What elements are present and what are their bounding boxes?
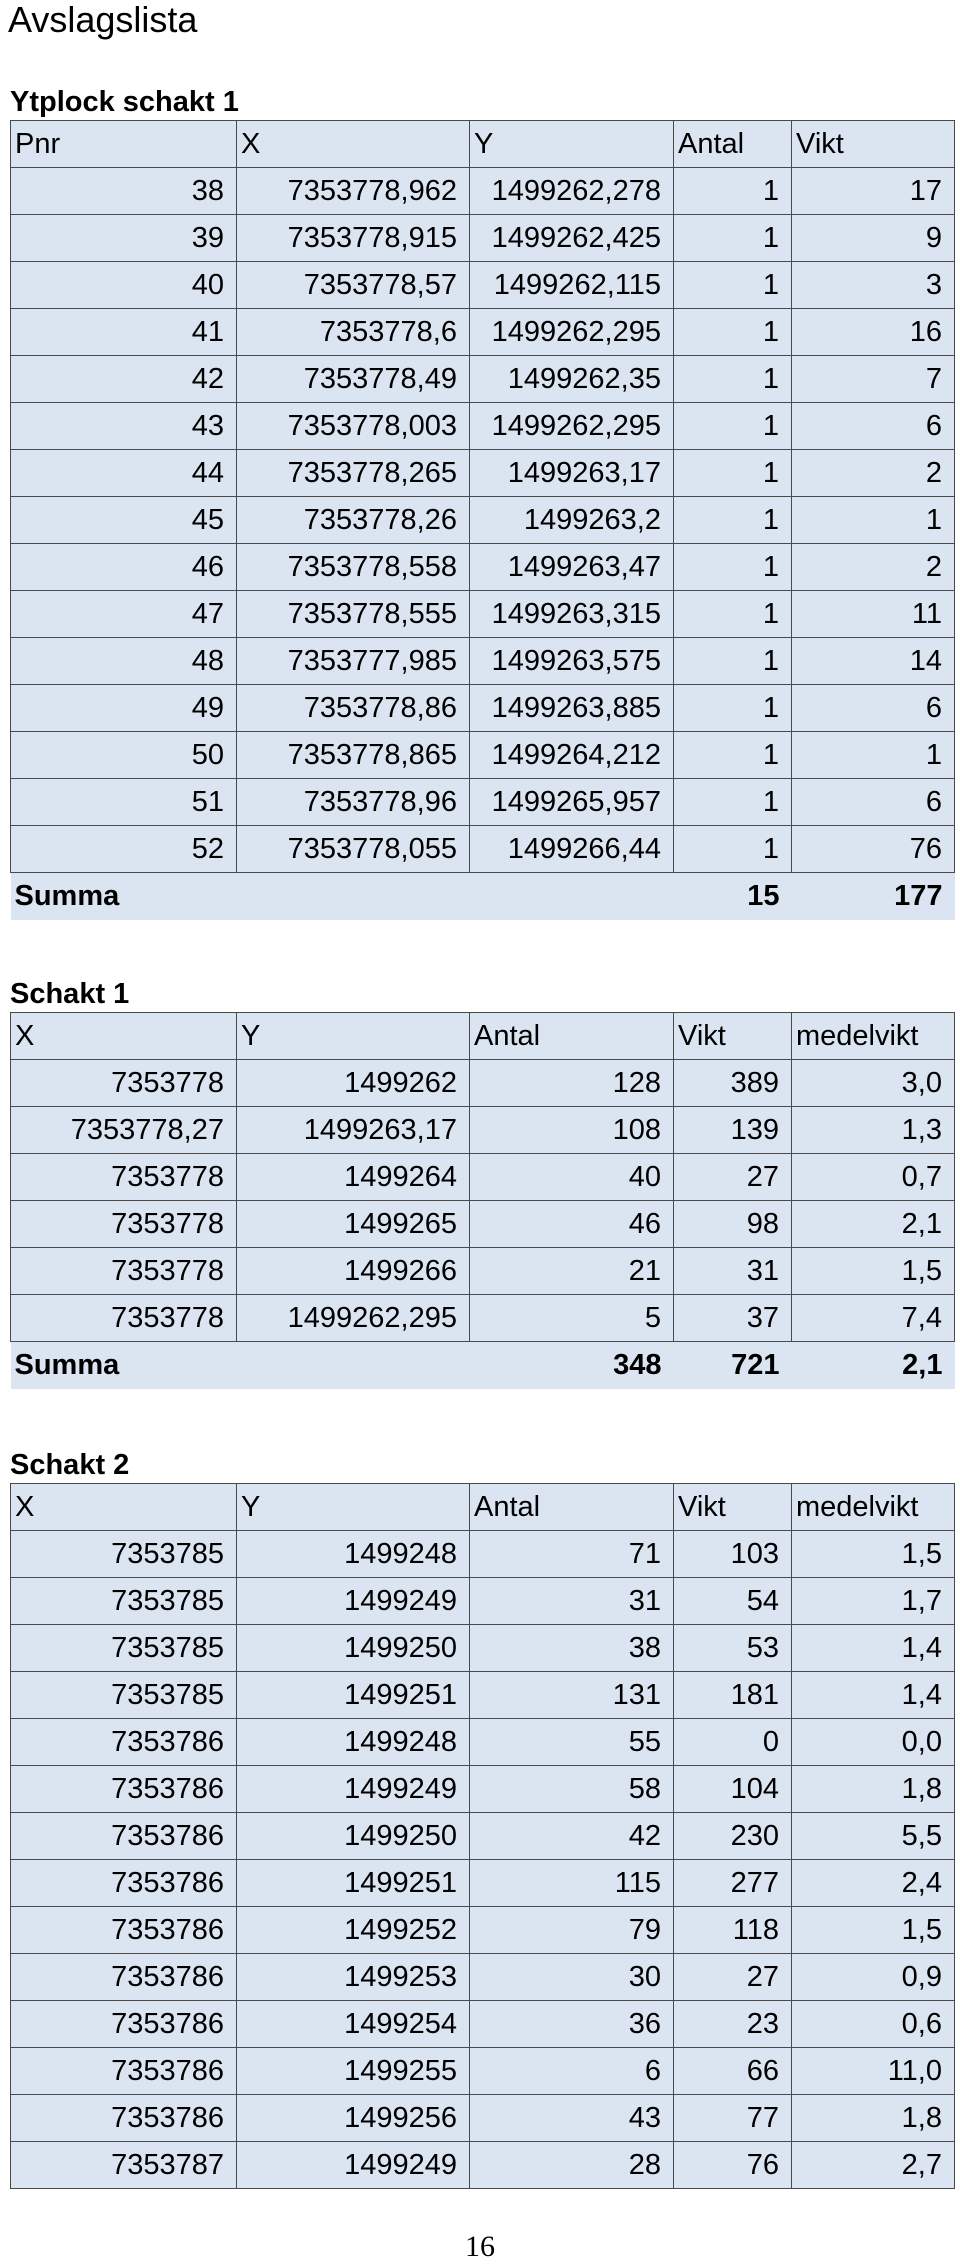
table-cell: 7353785 [11,1531,237,1578]
column-header: Vikt [674,1484,792,1531]
table-cell: 1 [674,685,792,732]
table-cell: 0,0 [792,1719,955,1766]
table-cell: 38 [11,168,237,215]
data-table [10,1012,955,1389]
table-cell: 1499262 [237,1060,470,1107]
table-cell: 389 [674,1060,792,1107]
table-cell: 2 [792,544,955,591]
table-row [11,497,955,544]
table-cell: 1,4 [792,1672,955,1719]
table-cell: 1499263,17 [470,450,674,497]
table-cell: 7353786 [11,1860,237,1907]
page-number: 16 [465,2230,495,2263]
table-cell: 31 [674,1248,792,1295]
table-cell: 7353778,865 [237,732,470,779]
column-header: medelvikt [792,1484,955,1531]
table-cell: 1499263,885 [470,685,674,732]
column-header: X [237,121,470,168]
table-row [11,1625,955,1672]
table-cell: 7353778,055 [237,826,470,873]
column-header: Y [237,1484,470,1531]
table-cell: 1499262,425 [470,215,674,262]
table-cell: 1 [674,826,792,873]
table-cell: 7353778,003 [237,403,470,450]
table-cell: 7353778,555 [237,591,470,638]
table-cell: 1499251 [237,1672,470,1719]
column-header: Antal [470,1013,674,1060]
page-title: Avslagslista [8,0,198,40]
table-cell: 46 [470,1201,674,1248]
table-cell: 42 [470,1813,674,1860]
table-row [11,1907,955,1954]
table-cell: 7353778,96 [237,779,470,826]
column-header: X [11,1484,237,1531]
table-row [11,2095,955,2142]
table-cell: 17 [792,168,955,215]
table-cell: 1499263,2 [470,497,674,544]
table-cell: 1499264,212 [470,732,674,779]
table-cell: 77 [674,2095,792,2142]
column-header: medelvikt [792,1013,955,1060]
table-cell: 1 [674,591,792,638]
table-cell: 7353778,6 [237,309,470,356]
table-cell: 1 [674,638,792,685]
table-cell: 1499253 [237,1954,470,2001]
table-cell: 28 [470,2142,674,2189]
table-cell: 1 [674,168,792,215]
table-row [11,1578,955,1625]
table-cell: 1499263,17 [237,1107,470,1154]
table-cell: 128 [470,1060,674,1107]
table-cell: 1499250 [237,1813,470,1860]
table-cell: 1,8 [792,2095,955,2142]
table-cell: 1 [792,732,955,779]
summary-cell: 2,1 [792,1342,955,1389]
table-row [11,544,955,591]
table-cell: 40 [470,1154,674,1201]
table-cell: 1 [674,309,792,356]
table-cell: 1499265 [237,1201,470,1248]
table-cell: 1 [674,779,792,826]
table-cell: 1499262,295 [237,1295,470,1342]
section-title: Schakt 1 [10,978,130,1010]
data-table [10,1483,955,2189]
table-row [11,1295,955,1342]
table-cell: 6 [792,685,955,732]
table-row [11,356,955,403]
table-cell: 108 [470,1107,674,1154]
table-cell: 131 [470,1672,674,1719]
table-cell: 1,4 [792,1625,955,1672]
table-cell: 1,5 [792,1248,955,1295]
table-cell: 0,9 [792,1954,955,2001]
table-cell: 49 [11,685,237,732]
table-cell: 27 [674,1154,792,1201]
column-header: Pnr [11,121,237,168]
table-cell: 1499252 [237,1907,470,1954]
table-row [11,2048,955,2095]
table-cell: 7353778,49 [237,356,470,403]
table-row [11,591,955,638]
column-header: Antal [674,121,792,168]
column-header: X [11,1013,237,1060]
table-row [11,1954,955,2001]
table-row [11,1154,955,1201]
summary-row [11,873,955,920]
table-cell: 76 [792,826,955,873]
table-row [11,2001,955,2048]
table-cell: 1499251 [237,1860,470,1907]
table-cell: 139 [674,1107,792,1154]
table-cell: 76 [674,2142,792,2189]
table-cell: 1 [674,450,792,497]
table-cell: 1499264 [237,1154,470,1201]
table-cell: 7353778,915 [237,215,470,262]
table-cell: 27 [674,1954,792,2001]
table-cell: 1499249 [237,1766,470,1813]
table-cell: 1 [674,403,792,450]
table-cell: 7353777,985 [237,638,470,685]
section-title: Ytplock schakt 1 [10,86,239,118]
table-row [11,1248,955,1295]
table-cell: 2,1 [792,1201,955,1248]
table-row [11,1766,955,1813]
table-cell: 39 [11,215,237,262]
table-cell: 54 [674,1578,792,1625]
table-cell: 36 [470,2001,674,2048]
table-cell: 7353786 [11,1813,237,1860]
table-cell: 1499266 [237,1248,470,1295]
table-cell: 103 [674,1531,792,1578]
table-row [11,168,955,215]
table-row [11,638,955,685]
section-title: Schakt 2 [10,1449,130,1481]
column-header: Y [470,121,674,168]
table-row [11,1672,955,1719]
table-cell: 30 [470,1954,674,2001]
table-cell: 46 [11,544,237,591]
table-cell: 58 [470,1766,674,1813]
header-row [11,1484,955,1531]
table-cell: 21 [470,1248,674,1295]
table-cell: 79 [470,1907,674,1954]
table-cell: 1,8 [792,1766,955,1813]
table-cell: 1499249 [237,1578,470,1625]
table-cell: 48 [11,638,237,685]
table-cell: 38 [470,1625,674,1672]
table-cell: 1499248 [237,1531,470,1578]
table-row [11,309,955,356]
table-cell: 7353786 [11,1766,237,1813]
table-cell: 7353786 [11,2048,237,2095]
table-cell: 181 [674,1672,792,1719]
table-cell: 1499250 [237,1625,470,1672]
table-cell: 1499254 [237,2001,470,2048]
table-cell: 43 [470,2095,674,2142]
table-cell: 1499249 [237,2142,470,2189]
summary-cell: 177 [792,873,955,920]
table-row [11,1060,955,1107]
table-cell: 66 [674,2048,792,2095]
table-cell: 7353787 [11,2142,237,2189]
table-cell: 7353778 [11,1295,237,1342]
table-cell: 51 [11,779,237,826]
table-cell: 7 [792,356,955,403]
summary-cell [470,873,674,920]
table-cell: 0,7 [792,1154,955,1201]
table-cell: 7353778 [11,1248,237,1295]
table-cell: 1499262,295 [470,309,674,356]
table-cell: 7353778,86 [237,685,470,732]
header-row [11,121,955,168]
table-row [11,826,955,873]
table-cell: 1,5 [792,1907,955,1954]
summary-label: Summa [11,1342,237,1389]
table-cell: 6 [470,2048,674,2095]
table-cell: 0 [674,1719,792,1766]
table-row [11,1719,955,1766]
column-header: Antal [470,1484,674,1531]
table-cell: 1499263,575 [470,638,674,685]
summary-cell: 721 [674,1342,792,1389]
table-cell: 1499262,35 [470,356,674,403]
table-cell: 98 [674,1201,792,1248]
table-cell: 1499266,44 [470,826,674,873]
table-cell: 1499265,957 [470,779,674,826]
schakt-1-section [10,972,954,1389]
table-cell: 118 [674,1907,792,1954]
table-cell: 7353786 [11,1954,237,2001]
table-cell: 71 [470,1531,674,1578]
table-cell: 7353778,57 [237,262,470,309]
table-cell: 1499248 [237,1719,470,1766]
summary-cell [237,873,470,920]
table-cell: 23 [674,2001,792,2048]
table-row [11,732,955,779]
table-cell: 1 [792,497,955,544]
table-row [11,1813,955,1860]
table-cell: 230 [674,1813,792,1860]
table-cell: 115 [470,1860,674,1907]
table-cell: 2,7 [792,2142,955,2189]
table-cell: 16 [792,309,955,356]
table-row [11,779,955,826]
data-table [10,120,955,920]
schakt-2-section [10,1443,954,2189]
summary-label: Summa [11,873,237,920]
table-cell: 1499262,115 [470,262,674,309]
table-row [11,1107,955,1154]
table-cell: 2,4 [792,1860,955,1907]
table-cell: 1 [674,262,792,309]
table-row [11,403,955,450]
table-cell: 1,3 [792,1107,955,1154]
table-row [11,215,955,262]
table-cell: 1 [674,732,792,779]
table-cell: 7353778,26 [237,497,470,544]
table-cell: 9 [792,215,955,262]
table-cell: 37 [674,1295,792,1342]
table-cell: 41 [11,309,237,356]
table-cell: 5,5 [792,1813,955,1860]
table-cell: 7353786 [11,2001,237,2048]
table-cell: 6 [792,403,955,450]
table-cell: 1 [674,356,792,403]
table-cell: 3,0 [792,1060,955,1107]
table-cell: 7353786 [11,2095,237,2142]
table-cell: 7353785 [11,1672,237,1719]
table-cell: 7353786 [11,1907,237,1954]
table-cell: 1 [674,544,792,591]
table-cell: 55 [470,1719,674,1766]
table-cell: 11,0 [792,2048,955,2095]
table-cell: 31 [470,1578,674,1625]
table-cell: 1 [674,497,792,544]
table-row [11,685,955,732]
table-row [11,2142,955,2189]
table-cell: 44 [11,450,237,497]
table-cell: 14 [792,638,955,685]
table-cell: 7353778 [11,1060,237,1107]
table-cell: 45 [11,497,237,544]
table-cell: 40 [11,262,237,309]
table-cell: 43 [11,403,237,450]
summary-cell: 348 [470,1342,674,1389]
table-cell: 7353778 [11,1154,237,1201]
table-cell: 7353778 [11,1201,237,1248]
table-cell: 1499262,295 [470,403,674,450]
table-cell: 1,5 [792,1531,955,1578]
column-header: Y [237,1013,470,1060]
table-cell: 7,4 [792,1295,955,1342]
table-cell: 5 [470,1295,674,1342]
table-cell: 7353778,265 [237,450,470,497]
summary-cell [237,1342,470,1389]
table-cell: 2 [792,450,955,497]
table-cell: 104 [674,1766,792,1813]
table-cell: 11 [792,591,955,638]
header-row [11,1013,955,1060]
table-cell: 3 [792,262,955,309]
table-cell: 7353778,27 [11,1107,237,1154]
table-row [11,1201,955,1248]
table-cell: 1499256 [237,2095,470,2142]
ytplock-schakt-1-section [10,80,954,920]
table-cell: 7353778,558 [237,544,470,591]
table-row [11,450,955,497]
table-cell: 0,6 [792,2001,955,2048]
summary-cell: 15 [674,873,792,920]
table-cell: 1 [674,215,792,262]
table-cell: 1499255 [237,2048,470,2095]
table-cell: 6 [792,779,955,826]
table-cell: 42 [11,356,237,403]
table-row [11,262,955,309]
column-header: Vikt [674,1013,792,1060]
table-cell: 1499262,278 [470,168,674,215]
table-cell: 1499263,47 [470,544,674,591]
table-cell: 7353778,962 [237,168,470,215]
table-cell: 7353786 [11,1719,237,1766]
table-row [11,1531,955,1578]
table-cell: 1,7 [792,1578,955,1625]
table-cell: 53 [674,1625,792,1672]
table-cell: 1499263,315 [470,591,674,638]
table-cell: 50 [11,732,237,779]
column-header: Vikt [792,121,955,168]
summary-row [11,1342,955,1389]
table-cell: 47 [11,591,237,638]
table-cell: 277 [674,1860,792,1907]
table-cell: 7353785 [11,1578,237,1625]
table-row [11,1860,955,1907]
table-cell: 7353785 [11,1625,237,1672]
table-cell: 52 [11,826,237,873]
